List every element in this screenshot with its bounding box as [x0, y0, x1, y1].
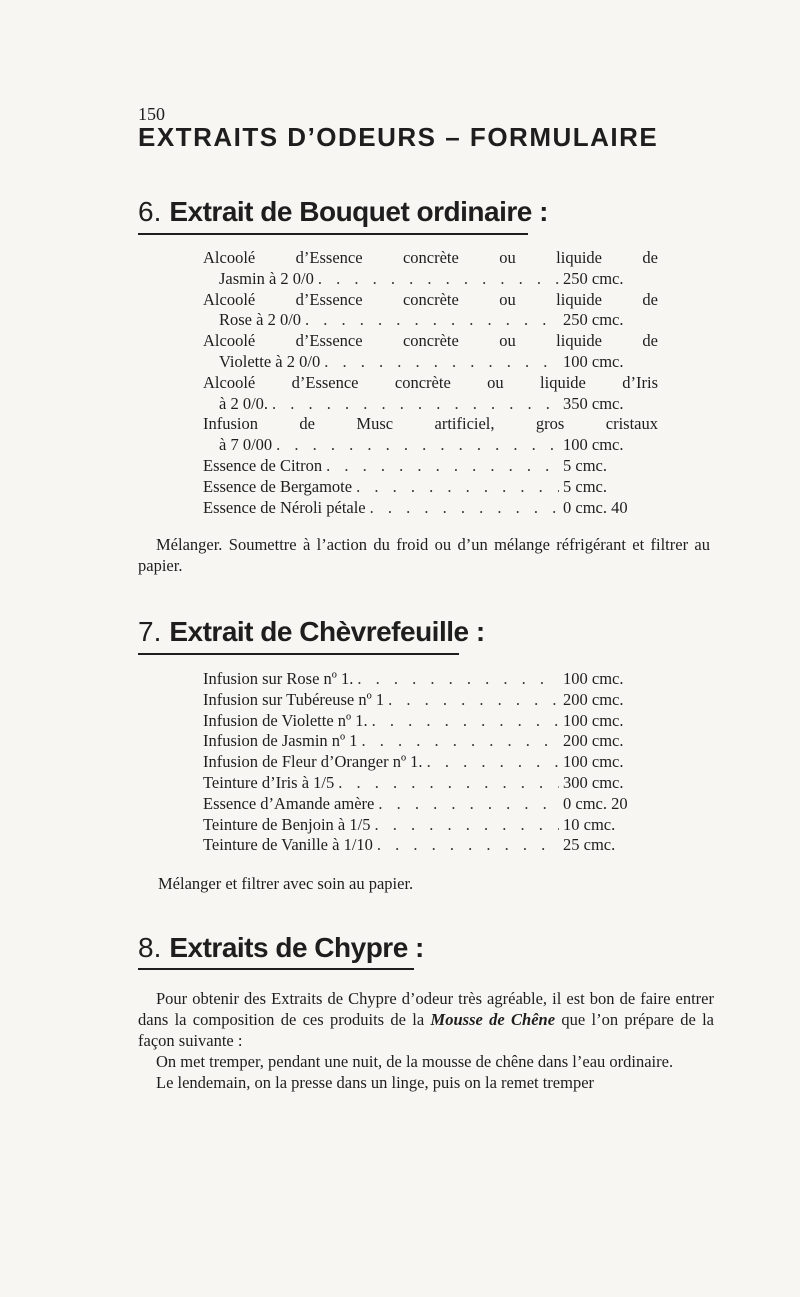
- dot-leader: [374, 815, 559, 836]
- section-heading: [138, 616, 485, 648]
- section-number: 7.: [138, 616, 162, 647]
- ingredient-quantity: 250 cmc.: [563, 268, 624, 288]
- ingredient-row: [203, 835, 658, 856]
- ingredient-name: Infusion de Violette nº 1.: [203, 710, 368, 730]
- dot-leader: [318, 269, 559, 290]
- ingredient-quantity: 200 cmc.: [563, 689, 624, 709]
- ingredient-quantity: 25 cmc.: [563, 835, 616, 855]
- dot-leader: [370, 498, 559, 519]
- ingredient-name: Teinture d’Iris à 1/5: [203, 772, 335, 792]
- dot-leader: [305, 310, 559, 331]
- ingredient-name-line: Alcoolé d’Essence concrète ou liquide d’Iris: [203, 372, 658, 392]
- ingredient-quantity: 100 cmc.: [563, 710, 624, 730]
- section-number: 6.: [138, 196, 162, 227]
- ingredient-name: Rose à 2 0/0: [219, 310, 302, 330]
- ingredient-row: [203, 456, 658, 477]
- ingredient-name: à 7 0/00: [219, 435, 273, 455]
- ingredient-name-line: Alcoolé d’Essence concrète ou liquide de: [203, 331, 658, 351]
- ingredient-name-line: Alcoolé d’Essence concrète ou liquide de: [203, 248, 658, 267]
- ingredient-quantity: 10 cmc.: [563, 814, 616, 834]
- section-number: 8.: [138, 932, 162, 963]
- ingredient-quantity: 0 cmc. 20: [563, 793, 628, 813]
- section-title: Extrait de Chèvrefeuille :: [169, 616, 485, 647]
- ingredient-quantity: 0 cmc. 40: [563, 497, 628, 517]
- paragraph: On met tremper, pendant une nuit, de la mousse de chêne dans l’eau ordinaire.: [156, 1052, 674, 1071]
- ingredient-quantity: 300 cmc.: [563, 772, 624, 792]
- title-underline: [138, 968, 414, 970]
- section-title: Extrait de Bouquet ordinaire :: [169, 196, 548, 227]
- running-title: EXTRAITS D’ODEURS – FORMULAIRE: [138, 122, 659, 152]
- paragraph: Le lendemain, on la presse dans un linge, puis on la remet tremper: [156, 1073, 595, 1092]
- ingredient-name: Infusion de Jasmin nº 1: [203, 731, 358, 751]
- dot-leader: [372, 711, 559, 732]
- ingredient-row: [203, 414, 658, 456]
- ingredient-name: Jasmin à 2 0/0: [219, 268, 314, 288]
- ingredient-row: [203, 794, 658, 815]
- ingredient-row: [203, 248, 658, 290]
- section-heading: [138, 932, 424, 964]
- ingredient-row: [203, 373, 658, 415]
- ingredient-row: [203, 711, 658, 732]
- section-heading: [138, 196, 548, 228]
- ingredient-name: à 2 0/0.: [219, 393, 269, 413]
- ingredient-name: Essence d’Amande amère: [203, 793, 375, 813]
- ingredient-row: [203, 731, 658, 752]
- dot-leader: [427, 752, 559, 773]
- ingredient-quantity: 100 cmc.: [563, 752, 624, 772]
- dot-leader: [326, 456, 559, 477]
- paragraph: Pour obtenir des Extraits de Chypre d’odeur très agréable, il est bon de faire entrer dans la composition de ces produits de la Mousse de Chêne que l’on prépare de la façon suivante :: [138, 989, 715, 1050]
- title-underline: [138, 653, 459, 655]
- body-text: [138, 988, 714, 1093]
- ingredient-list: [203, 669, 658, 856]
- recipe-note: [158, 873, 708, 894]
- dot-leader: [388, 690, 559, 711]
- ingredient-name: Infusion de Fleur d’Oranger nº 1.: [203, 752, 423, 772]
- dot-leader: [272, 394, 559, 415]
- ingredient-row: [203, 331, 658, 373]
- ingredient-name: Infusion sur Rose nº 1.: [203, 669, 354, 688]
- dot-leader: [357, 669, 559, 690]
- ingredient-quantity: 250 cmc.: [563, 310, 624, 330]
- dot-leader: [324, 352, 559, 373]
- ingredient-row: [203, 290, 658, 332]
- ingredient-name: Teinture de Benjoin à 1/5: [203, 814, 371, 834]
- ingredient-quantity: 100 cmc.: [563, 669, 624, 688]
- ingredient-row: [203, 773, 658, 794]
- ingredient-name: Essence de Bergamote: [203, 476, 353, 496]
- ingredient-list: [203, 248, 658, 518]
- ingredient-name-line: Infusion de Musc artificiel, gros cristaux: [203, 414, 658, 434]
- ingredient-name: Essence de Néroli pétale: [203, 497, 366, 517]
- dot-leader: [356, 477, 559, 498]
- dot-leader: [362, 731, 559, 752]
- ingredient-name: Essence de Citron: [203, 455, 323, 475]
- ingredient-row: [203, 498, 658, 519]
- dot-leader: [378, 794, 559, 815]
- ingredient-row: [203, 669, 658, 690]
- dot-leader: [338, 773, 559, 794]
- ingredient-quantity: 200 cmc.: [563, 731, 624, 751]
- emphasis: Mousse de Chêne: [430, 1010, 556, 1029]
- note-text: Mélanger et filtrer avec soin au papier.: [158, 874, 414, 893]
- ingredient-row: [203, 690, 658, 711]
- ingredient-quantity: 350 cmc.: [563, 393, 624, 413]
- section-title: Extraits de Chypre :: [169, 932, 424, 963]
- dot-leader: [377, 835, 559, 856]
- ingredient-quantity: 100 cmc.: [563, 351, 624, 371]
- page-number: 150: [138, 104, 165, 124]
- dot-leader: [276, 435, 559, 456]
- ingredient-row: [203, 752, 658, 773]
- ingredient-name: Teinture de Vanille à 1/10: [203, 835, 373, 855]
- recipe-note: [138, 534, 710, 576]
- title-underline: [138, 233, 528, 235]
- ingredient-quantity: 100 cmc.: [563, 435, 624, 455]
- ingredient-name: Violette à 2 0/0: [219, 351, 321, 371]
- note-text: Mélanger. Soumettre à l’action du froid ou d’un mélange réfrigérant et filtrer au papier.: [138, 535, 710, 575]
- ingredient-row: [203, 477, 658, 498]
- ingredient-name-line: Alcoolé d’Essence concrète ou liquide de: [203, 289, 658, 309]
- ingredient-row: [203, 815, 658, 836]
- ingredient-name: Infusion sur Tubéreuse nº 1: [203, 689, 385, 709]
- ingredient-quantity: 5 cmc.: [563, 455, 607, 475]
- ingredient-quantity: 5 cmc.: [563, 476, 607, 496]
